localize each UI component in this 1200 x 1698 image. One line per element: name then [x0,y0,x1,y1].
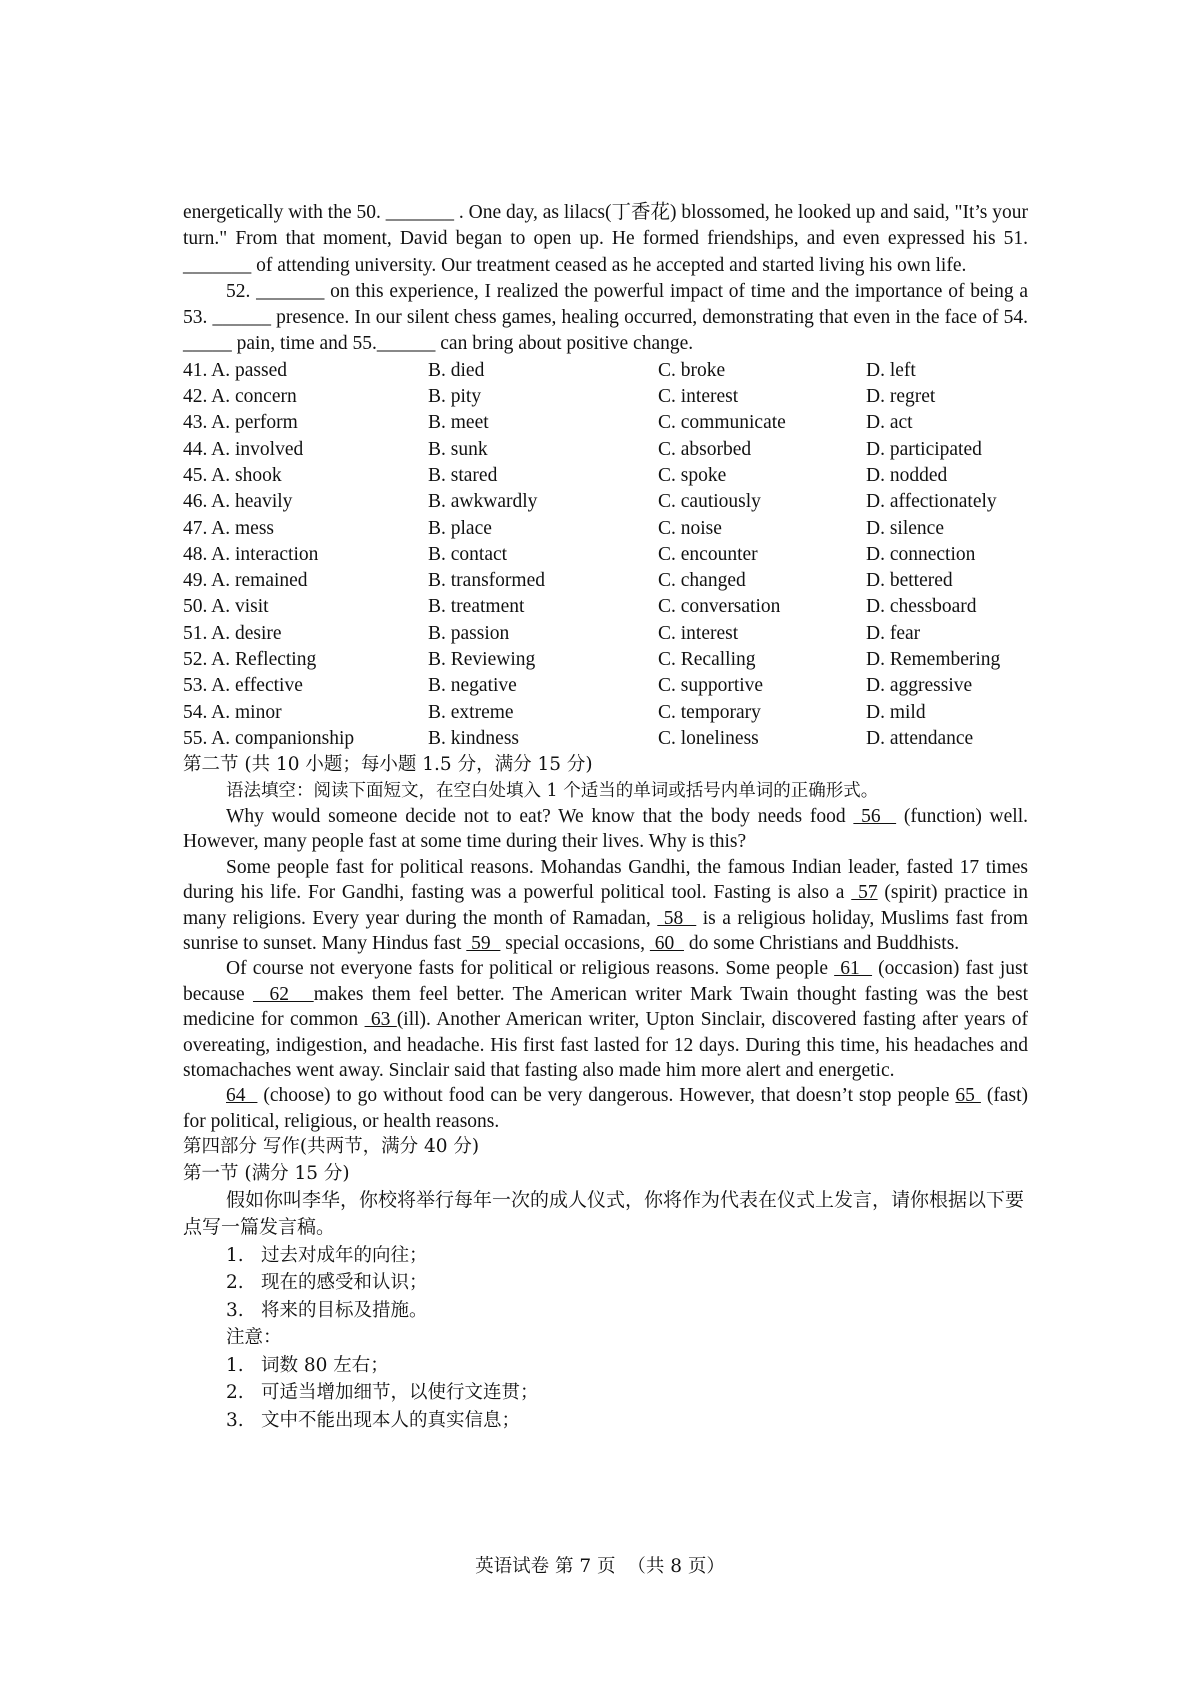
text: (spirit) practice in many religions. Every year during the month of Ramadan, [183,882,1028,929]
option-d: D. connection [866,543,976,565]
note-label: 注意： [226,1327,282,1349]
option-a: 44. A. involved [183,438,304,460]
option-c: C. temporary [658,701,761,723]
part4-heading: 第四部分 写作(共两节，满分 40 分) [183,1136,480,1158]
blank-65: 65 [955,1085,981,1107]
blank-63: 63 [364,1009,397,1031]
text: (occasion) fast just because [183,958,1028,1005]
text: Some people fast for political reasons. Mohandas Gandhi, the famous Indian leader, fasted 17 times during his life. For Gandhi, fasting was a powerful political tool. Fasting is also a [183,856,1028,904]
option-row [183,621,1028,647]
list-number: 1. [226,1244,244,1266]
option-c: C. loneliness [658,727,759,749]
option-b: B. awkwardly [428,491,538,513]
option-a: 53. A. effective [183,675,303,697]
option-b: B. place [428,517,492,539]
blank-59: 59 [466,932,501,954]
option-c: C. Recalling [658,649,756,671]
option-b: B. passion [428,622,510,644]
page-footer: 英语试卷 第 7 页 （共 8 页） [475,1556,725,1577]
option-c: C. absorbed [658,438,752,460]
option-d: D. bettered [866,570,953,592]
option-row [183,437,1028,463]
option-row [183,542,1028,568]
option-row [183,516,1028,542]
text: (function) well. However, many people fast at some time during their lives. Why is this? [183,805,1029,853]
option-a: 49. A. remained [183,570,308,592]
option-row [183,410,1028,436]
option-c: C. supportive [658,675,764,697]
part4-section1-heading: 第一节 (满分 15 分) [183,1162,350,1184]
writing-points [183,1242,1028,1325]
option-d: D. Remembering [866,649,1001,671]
list-item [226,1297,1028,1325]
list-item [226,1269,1028,1297]
option-b: B. Reviewing [428,649,536,671]
option-d: D. mild [866,701,926,723]
option-b: B. extreme [428,701,514,723]
option-b: B. transformed [428,570,545,592]
option-d: D. attendance [866,727,974,749]
option-c: C. cautiously [658,491,761,513]
list-item [226,1407,1028,1435]
option-d: D. aggressive [866,675,973,697]
list-item [226,1352,1028,1380]
blank-58: 58 [657,907,697,929]
blank-57: 57 [851,882,878,904]
list-text: 词数 80 左右； [261,1354,389,1376]
writing-notes [183,1352,1028,1435]
option-d: D. act [866,412,913,434]
grammar-instruction: 语法填空：阅读下面短文，在空白处填入 1 个适当的单词或括号内单词的正确形式。 [226,780,879,801]
option-b: B. sunk [428,438,488,460]
option-a: 42. A. concern [183,386,297,408]
option-a: 51. A. desire [183,622,282,644]
option-a: 52. A. Reflecting [183,649,317,671]
grammar-paragraph [183,956,1028,1083]
option-c: C. interest [658,622,739,644]
list-number: 2. [226,1382,244,1404]
option-d: D. fear [866,622,921,644]
list-text: 可适当增加细节，以使行文连贯； [261,1382,539,1404]
text: do some Christians and Buddhists. [683,932,960,954]
option-d: D. regret [866,386,936,408]
option-row [183,358,1028,384]
text: Of course not everyone fasts for political or religious reasons. Some people [226,958,835,980]
option-c: C. interest [658,386,739,408]
option-b: B. negative [428,675,517,697]
option-c: C. changed [658,570,746,592]
option-a: 50. A. visit [183,596,269,618]
option-c: C. broke [658,359,726,381]
option-b: B. stared [428,464,498,486]
option-c: C. encounter [658,543,758,565]
text: makes them feel better. The American writer Mark Twain thought fasting was the best medicine for common [183,983,1028,1031]
option-a: 47. A. mess [183,517,275,539]
blank-64: 64 [226,1085,258,1107]
list-text: 过去对成年的向往； [261,1244,428,1266]
cloze-options [183,358,1028,752]
option-d: D. chessboard [866,596,977,618]
option-a: 55. A. companionship [183,727,355,749]
list-number: 3. [226,1409,244,1431]
option-a: 43. A. perform [183,412,298,434]
grammar-paragraph [183,1083,1028,1134]
blank-61: 61 [834,958,873,980]
text: (ill). Another American writer, Upton Sinclair, discovered fasting after years of overeating, indigestion, and headache. His first fast lasted for 12 days. During this time, his headaches and stomachaches went away. Sinclair said that fasting also made him more alert and energetic. [183,1009,1029,1081]
option-c: C. noise [658,517,722,539]
list-text: 现在的感受和认识； [261,1272,428,1294]
grammar-fill-section [183,779,1028,1135]
option-row [183,384,1028,410]
option-d: D. affectionately [866,491,997,513]
option-row [183,463,1028,489]
text: special occasions, [500,932,650,954]
exam-page [183,200,1028,1434]
option-b: B. treatment [428,596,525,618]
writing-task: 假如你叫李华，你校将举行每年一次的成人仪式，你将作为代表在仪式上发言，请你根据以下要点写一篇发言稿。 [183,1188,1025,1239]
option-row [183,647,1028,673]
list-number: 1. [226,1354,244,1376]
option-c: C. conversation [658,596,781,618]
list-item [226,1379,1028,1407]
list-text: 将来的目标及措施。 [261,1299,428,1321]
option-row [183,568,1028,594]
option-a: 48. A. interaction [183,543,319,565]
option-row [183,489,1028,515]
option-a: 45. A. shook [183,464,282,486]
text: (choose) to go without food can be very dangerous. However, that doesn’t stop people [257,1085,956,1107]
list-item [226,1242,1028,1270]
option-row [183,594,1028,620]
option-c: C. spoke [658,464,727,486]
option-c: C. communicate [658,412,786,434]
option-d: D. nodded [866,464,948,486]
list-number: 3. [226,1299,244,1321]
option-b: B. kindness [428,727,520,749]
option-d: D. participated [866,438,982,460]
option-a: 54. A. minor [183,701,282,723]
text: Why would someone decide not to eat? We know that the body needs food [226,805,854,827]
option-b: B. pity [428,386,482,408]
list-number: 2. [226,1272,244,1294]
text: is a religious holiday, Muslims fast from sunrise to sunset. Many Hindus fast [183,907,1028,954]
blank-62: 62 [252,983,314,1005]
option-row [183,726,1028,752]
blank-60: 60 [649,932,684,954]
blank-56: 56 [853,805,897,827]
list-text: 文中不能出现本人的真实信息； [261,1409,521,1431]
section2-heading: 第二节 (共 10 小题；每小题 1.5 分，满分 15 分) [183,754,593,776]
grammar-paragraph [183,855,1028,957]
option-row [183,673,1028,699]
option-d: D. left [866,359,916,381]
passage-paragraph: energetically with the 50. _______ . One day, as lilacs(丁香花) blossomed, he looked up and said, "It’s your turn." From that moment, David began to open up. He formed friendships, and even expressed his 51. _______ of attending university. Our treatment ceased as he accepted and started living his own life. [183,202,1028,276]
text: (fast) for political, religious, or health reasons. [183,1085,1028,1132]
grammar-paragraph [183,804,1028,855]
option-b: B. died [428,359,485,381]
option-b: B. meet [428,412,489,434]
option-d: D. silence [866,517,944,539]
option-a: 46. A. heavily [183,491,293,513]
option-row [183,700,1028,726]
option-a: 41. A. passed [183,359,287,381]
passage-paragraph: 52. _______ on this experience, I realized the powerful impact of time and the importance of being a 53. ______ presence. In our silent chess games, healing occurred, demonstrating that even in the face of 54. _____ pain, time and 55.______ can bring about positive change. [183,280,1028,355]
option-b: B. contact [428,543,508,565]
